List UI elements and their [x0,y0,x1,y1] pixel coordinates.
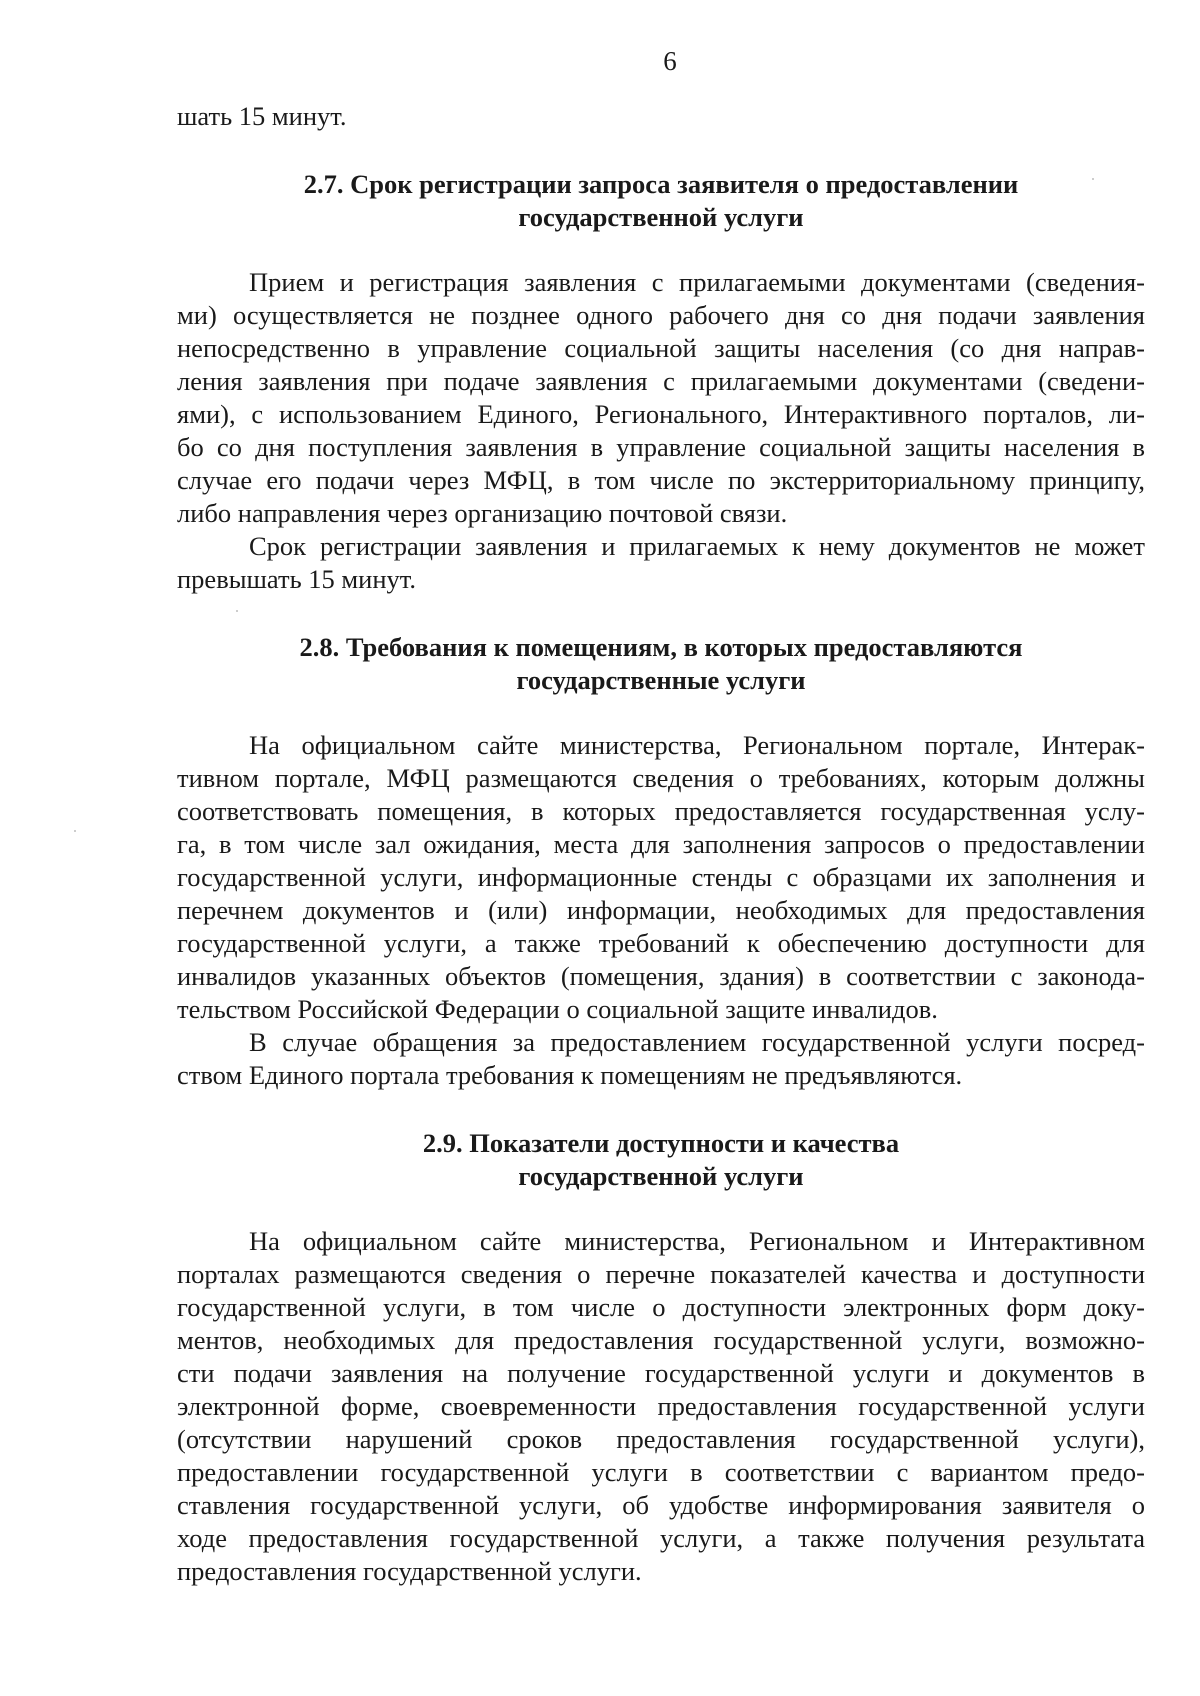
text-line: перечнем документов и (или) информации, необходимых для предоставления [177,895,1145,925]
section-heading-2-9 [177,1127,1145,1193]
paragraph [177,1225,1145,1588]
text-line: предоставлении государственной услуги в соответствии с вариантом предо- [177,1457,1145,1487]
heading-line: государственной услуги [518,202,804,232]
paragraph [177,530,1145,596]
scan-speck [74,830,76,832]
text-line: государственной услуги, в том числе о доступности электронных форм доку- [177,1292,1145,1322]
heading-line: 2.7. Срок регистрации запроса заявителя о предоставлении [303,169,1019,199]
text-line: Срок регистрации заявления и прилагаемых к нему документов не может [249,531,1145,561]
text-line: превышать 15 минут. [177,564,417,594]
text-line: (отсутствии нарушений сроков предоставления государственной услуги), [177,1424,1145,1454]
text-line: тивном портале, МФЦ размещаются сведения о требованиях, которым должны [177,763,1145,793]
heading-line: государственной услуги [518,1161,804,1191]
scan-speck [236,610,238,612]
paragraph [177,266,1145,530]
heading-line: 2.9. Показатели доступности и качества [422,1128,900,1158]
paragraph [177,1026,1145,1092]
text-line: либо направления через организацию почтовой связи. [177,498,788,528]
text-line: ставления государственной услуги, об удобстве информирования заявителя о [177,1490,1145,1520]
text-line: сти подачи заявления на получение государственной услуги и документов в [177,1358,1145,1388]
text-line: На официальном сайте министерства, Региональном портале, Интерак- [249,730,1145,760]
text-line: ми) осуществляется не позднее одного рабочего дня со дня подачи заявления [177,300,1145,330]
section-heading-2-8 [177,631,1145,697]
text-line: государственной услуги, а также требований к обеспечению доступности для [177,928,1145,958]
paragraph [177,729,1145,1026]
text-line: ментов, необходимых для предоставления государственной услуги, возможно- [177,1325,1145,1355]
text-line: государственной услуги, информационные стенды с образцами их заполнения и [177,862,1145,892]
text-line: тельством Российской Федерации о социальной защите инвалидов. [177,994,938,1024]
text-line: В случае обращения за предоставлением государственной услуги посред- [249,1027,1145,1057]
text-line: бо со дня поступления заявления в управление социальной защиты населения в [177,432,1145,462]
page-number: 6 [663,46,677,76]
section-heading-2-7 [177,168,1145,234]
text-line: соответствовать помещения, в которых предоставляется государственная услу- [177,796,1145,826]
text-line: порталах размещаются сведения о перечне показателей качества и доступности [177,1259,1145,1289]
text-line: ходе предоставления государственной услуги, а также получения результата [177,1523,1145,1553]
text-line: электронной форме, своевременности предоставления государственной услуги [177,1391,1145,1421]
text-line: предоставления государственной услуги. [177,1556,642,1586]
text-line: ления заявления при подаче заявления с прилагаемыми документами (сведени- [177,366,1145,396]
page-content [177,100,1145,1588]
text-line: случае его подачи через МФЦ, в том числе по экстерриториальному принципу, [177,465,1145,495]
text-line: Прием и регистрация заявления с прилагаемыми документами (сведения- [249,267,1145,297]
text-line: ством Единого портала требования к помещениям не предъявляются. [177,1060,963,1090]
text-line: инвалидов указанных объектов (помещения, здания) в соответствии с законода- [177,961,1145,991]
text-line: На официальном сайте министерства, Региональном и Интерактивном [249,1226,1145,1256]
scan-speck [1092,178,1094,180]
intro-line: шать 15 минут. [177,101,347,131]
text-line: непосредственно в управление социальной защиты населения (со дня направ- [177,333,1145,363]
heading-line: государственные услуги [516,665,806,695]
text-line: ями), с использованием Единого, Регионального, Интерактивного порталов, ли- [177,399,1145,429]
heading-line: 2.8. Требования к помещениям, в которых предоставляются [299,632,1023,662]
text-line: га, в том числе зал ожидания, места для заполнения запросов о предоставлении [177,829,1145,859]
